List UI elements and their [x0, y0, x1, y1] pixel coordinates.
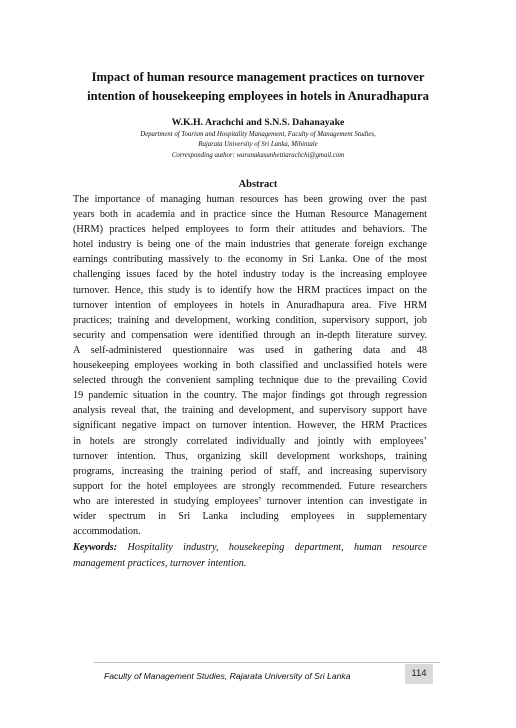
authors: W.K.H. Arachchi and S.N.S. Dahanayake	[171, 117, 345, 128]
affiliation-line: Corresponding author: warunakasunhettiarachchi@gmail.com	[171, 151, 345, 159]
abstract-line: The importance of managing human resources has been growing over the past	[73, 194, 427, 205]
keywords-line	[73, 540, 427, 556]
abstract-line: earnings contributing massively to the economy in Sri Lanka. One of the most	[73, 254, 427, 266]
footer-text: Faculty of Management Studies, Rajarata University of Sri Lanka	[104, 671, 351, 681]
abstract-line: turnover intention of employees in hotels in Anuradhapura area. Five HRM	[73, 299, 427, 311]
abstract-line: years both in academia and in practice since the Human Resource Management	[73, 209, 427, 221]
abstract-line: in hotels are strongly correlated individually and jointly with employees’	[73, 435, 427, 447]
abstract-line: practices; training and development, working condition, supervisory support, job	[73, 314, 427, 326]
abstract-line: challenging issues faced by the hotel industry today is the increasing employee	[73, 269, 427, 281]
abstract-line: turnover intention. Thus, organizing skill development workshops, training	[73, 450, 427, 462]
abstract-line: selected through the convenient sampling technique due to the prevailing Covid	[73, 375, 427, 387]
abstract-line: security and compensation were identified through an in-depth literature survey.	[73, 329, 427, 341]
abstract-line: significant negative impact on turnover intention. However, the HRM Practices	[73, 420, 427, 432]
footer-divider	[94, 662, 440, 663]
abstract-line: who are interested in studying employees’ turnover intention can investigate in	[73, 495, 427, 507]
abstract-line: turnover. Hence, this study is to identify how the HRM practices impact on the	[73, 284, 427, 296]
keywords	[73, 540, 427, 572]
abstract-body	[73, 192, 427, 539]
title-line: intention of housekeeping employees in hotels in Anuradhapura	[87, 89, 429, 103]
abstract-heading: Abstract	[238, 179, 278, 190]
affiliation	[90, 130, 426, 161]
abstract-line: accommodation.	[73, 526, 141, 538]
title-line: Impact of human resource management practices on turnover	[91, 70, 425, 84]
abstract-line: programs, increasing the training period of staff, and increasing supervisory	[73, 465, 427, 477]
paper-title	[60, 68, 456, 106]
abstract-line: housekeeping employees working in both classified and unclassified hotels were	[73, 360, 427, 372]
abstract-line: (HRM) practices helped employees to form their attitudes and behaviors. The	[73, 224, 427, 236]
abstract-line: 19 pandemic situation in the country. The major findings got through regression	[73, 390, 427, 402]
abstract-line: wider spectrum in Sri Lanka including employees in supplementary	[73, 510, 427, 522]
page-number: 114	[405, 664, 433, 684]
affiliation-line: Department of Tourism and Hospitality Management, Faculty of Management Studies,	[140, 131, 376, 138]
keywords-line: management practices, turnover intention.	[73, 558, 247, 569]
abstract-line: A self-administered questionnaire was used in gathering data and 48	[73, 344, 427, 356]
affiliation-line: Rajarata University of Sri Lanka, Mihintale	[198, 141, 318, 149]
abstract-line: support for the hotel employees are strongly recommended. Future researchers	[73, 480, 427, 492]
abstract-line: analysis reveal that, the training and development, and supervisory support have	[73, 405, 427, 417]
abstract-line: hotel industry is being one of the main industries that generate foreign exchange	[73, 239, 427, 251]
keywords-label: Keywords:	[73, 542, 118, 553]
keywords-text: Hospitality industry, housekeeping department, human resource	[127, 542, 428, 553]
